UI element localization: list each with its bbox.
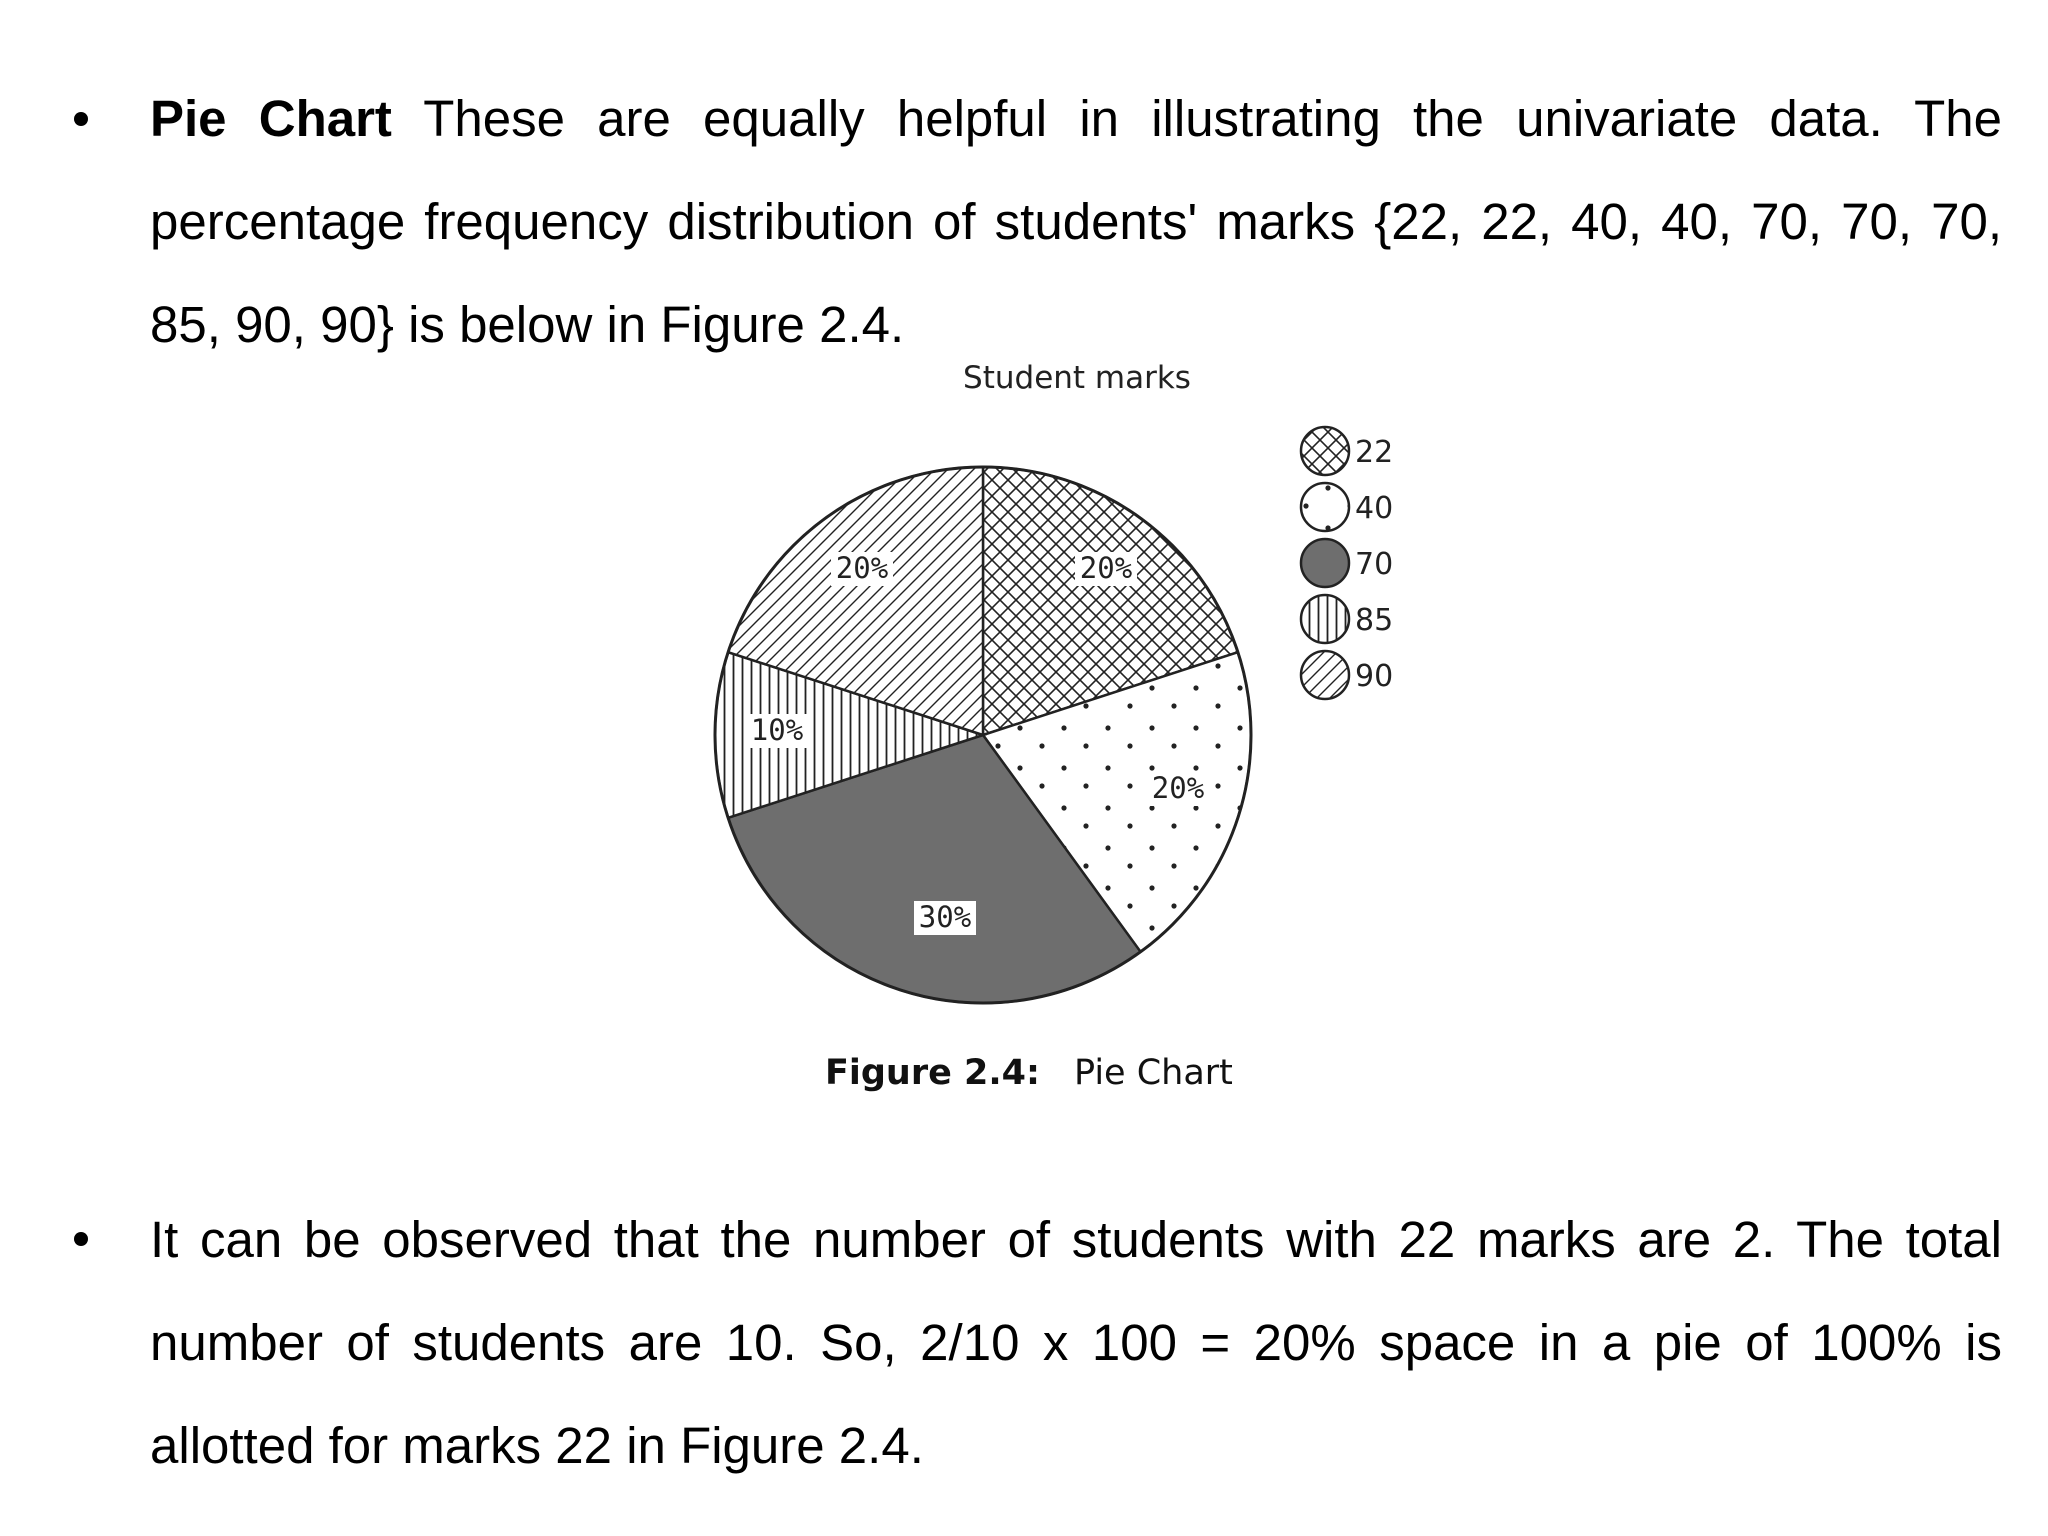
bullet-marker [74, 1232, 88, 1246]
figure-caption-number: Figure 2.4: [824, 1053, 1040, 1093]
term-bold: Pie Chart [150, 90, 392, 147]
slice-label-85: 10% [750, 713, 804, 747]
legend-swatch-90 [1301, 651, 1349, 699]
chart-title: Student marks [963, 360, 1191, 396]
paragraph-text: These are equally helpful in illustrating the univariate data. The percentage frequency distribution of students' marks {22, 22, 40, 40, 70, 70, 70, 85, 90, 90} is below in Figure 2.4. [150, 90, 2002, 353]
slice-label-40: 20% [1151, 771, 1205, 805]
legend-label-90: 90 [1355, 659, 1394, 694]
pie [715, 467, 1251, 1003]
paragraph-calculation [150, 1188, 2002, 1497]
paragraph-text: It can be observed that the number of students with 22 marks are 2. The total number of students are 10. So, 2/10 x 100 = 20% space in a pie of 100% is allotted for marks 22 in Figure 2.4. [150, 1211, 2002, 1474]
legend-label-40: 40 [1355, 491, 1394, 526]
chart-legend [1301, 427, 1393, 699]
legend-label-22: 22 [1355, 435, 1394, 470]
figure-caption-title: Pie Chart [1074, 1053, 1233, 1093]
legend-swatch-70 [1301, 539, 1349, 587]
slice-label-22: 20% [1079, 551, 1133, 585]
legend-label-70: 70 [1355, 547, 1394, 582]
legend-swatch-85 [1301, 595, 1349, 643]
legend-swatch-22 [1301, 427, 1349, 475]
slice-label-70: 30% [918, 900, 972, 934]
legend-swatch-40 [1301, 483, 1349, 531]
legend-label-85: 85 [1355, 603, 1394, 638]
slice-label-90: 20% [835, 551, 889, 585]
